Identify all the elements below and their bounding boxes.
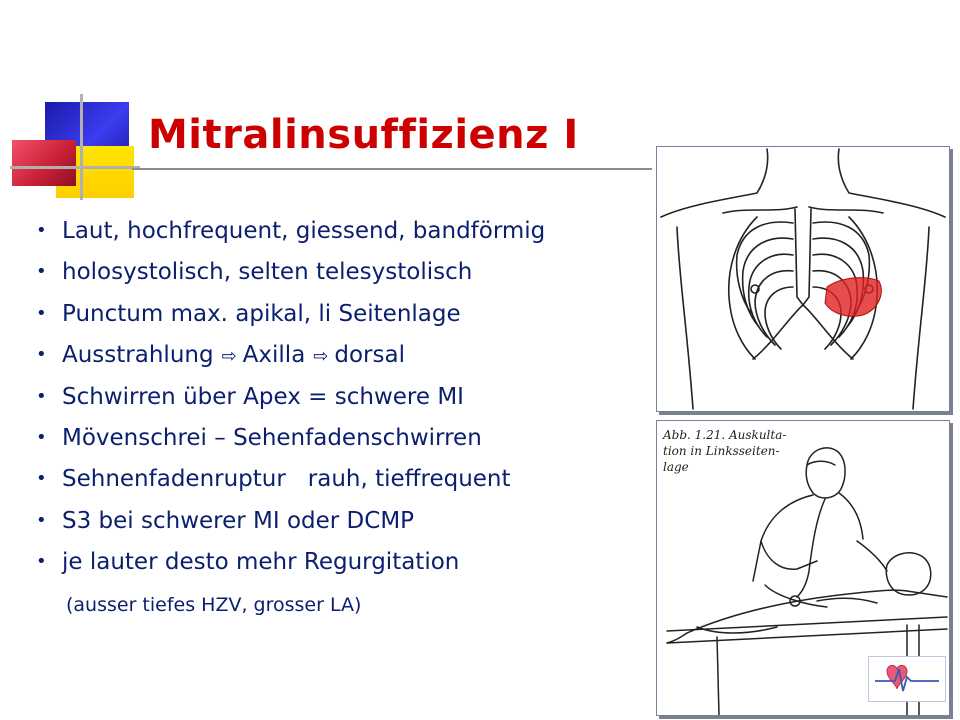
bullet-dot: • — [36, 551, 47, 573]
bullet-item — [36, 502, 545, 543]
bullet-item — [36, 253, 545, 294]
bullet-dot: • — [36, 468, 47, 490]
bullet-text: Laut, hochfrequent, giessend, bandförmig — [62, 218, 546, 244]
bullet-item — [36, 295, 545, 336]
bullet-text: Mövenschrei – Sehenfadenschwirren — [62, 424, 482, 451]
bullet-item — [36, 378, 545, 419]
bullet-item — [36, 460, 545, 501]
chest-anatomy-illustration — [656, 146, 950, 412]
figure-caption: Abb. 1.21. Auskulta- tion in Linksseiten- lage — [663, 428, 787, 474]
bullet-note: (ausser tiefes HZV, grosser LA) — [66, 594, 362, 616]
bullet-item — [36, 336, 545, 377]
heart-icon — [869, 657, 945, 701]
bullet-dot: • — [36, 509, 47, 531]
bullet-dot: • — [36, 344, 47, 366]
heart-ecg-logo — [868, 656, 946, 702]
bullet-dot: • — [36, 426, 47, 448]
logo-horizontal-line — [10, 166, 140, 169]
bullet-item — [36, 419, 545, 460]
bullet-item — [36, 212, 545, 253]
bullet-text: dorsal — [334, 342, 405, 369]
bullet-dot: • — [36, 220, 47, 241]
title-underline — [132, 168, 652, 170]
red-square — [12, 140, 76, 186]
arrow-right-icon: ⇨ — [313, 346, 329, 368]
logo-vertical-line — [80, 94, 83, 200]
bullet-text: je lauter desto mehr Regurgitation — [62, 549, 460, 576]
arrow-right-icon: ⇨ — [221, 346, 237, 368]
slide-title: Mitralinsuffizienz I — [148, 112, 579, 158]
punctum-maximum-marker — [825, 278, 881, 317]
bullet-text: Punctum max. apikal, li Seitenlage — [62, 300, 461, 327]
bullet-text: Axilla — [242, 342, 306, 369]
bullet-text: Sehnenfadenruptur rauh, tieffrequent — [62, 466, 511, 493]
chest-drawing — [657, 147, 949, 411]
bullet-text: Schwirren über Apex = schwere MI — [62, 383, 464, 410]
bullet-list — [36, 212, 545, 585]
bullet-text: Ausstrahlung — [62, 342, 214, 369]
bullet-text: holosystolisch, selten telesystolisch — [62, 259, 473, 286]
bullet-text: S3 bei schwerer MI oder DCMP — [62, 507, 415, 534]
bullet-item — [36, 543, 545, 584]
bullet-dot: • — [36, 302, 47, 324]
bullet-dot: • — [36, 261, 47, 283]
decorative-squares-logo — [10, 94, 140, 204]
bullet-dot: • — [36, 385, 47, 407]
